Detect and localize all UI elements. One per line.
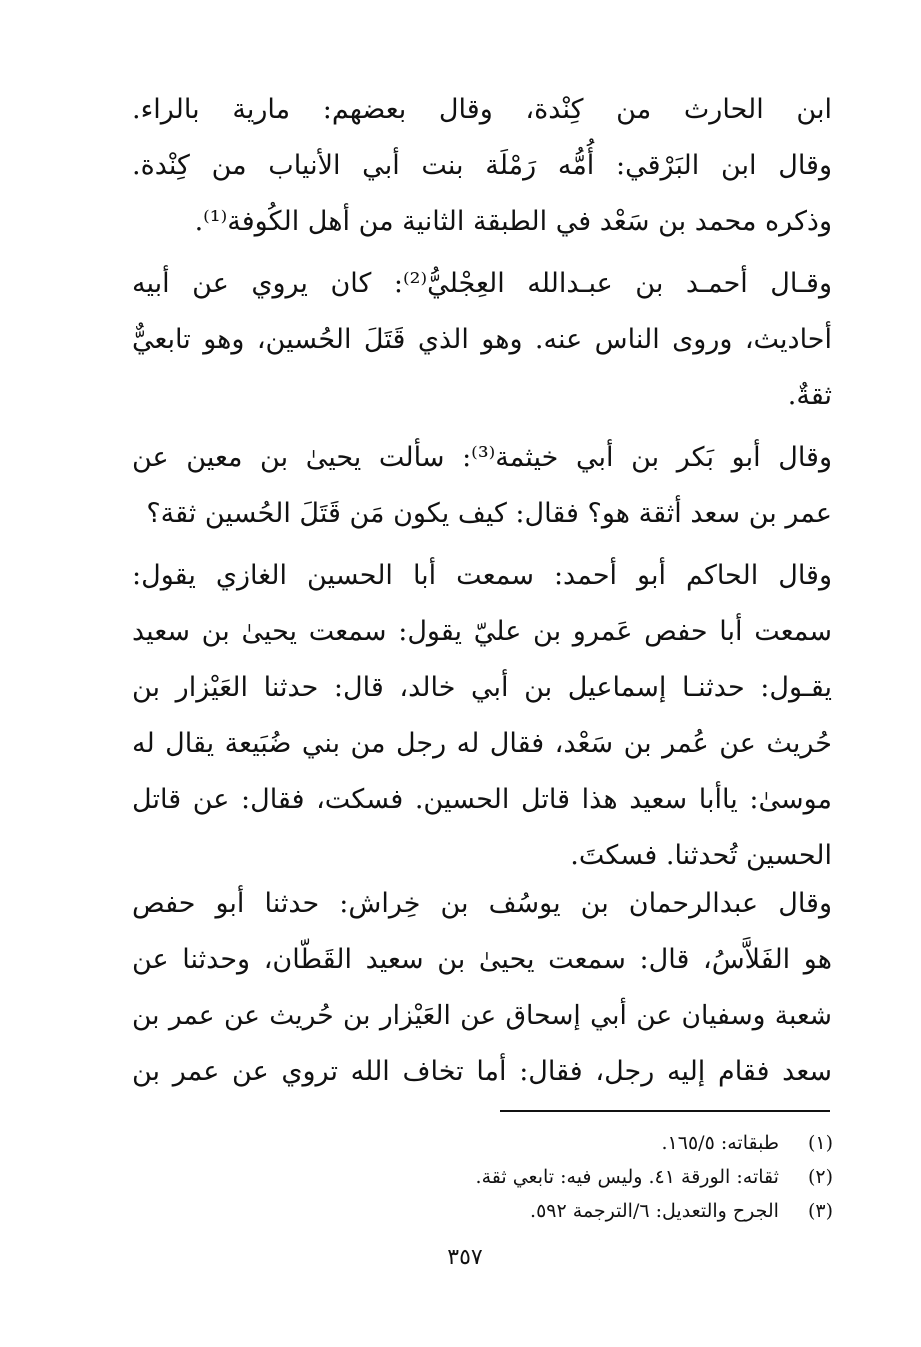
text-line: موسىٰ: ياأبا سعيد هذا قاتل الحسين. فسكت، فقال: عن قاتل <box>132 784 832 815</box>
text-line: وقـال أحمـد بن عبـدالله العِجْليُّ⁽²⁾: كان يروي عن أبيه <box>132 268 832 299</box>
footnote-text: ثقاته: الورقة ٤١. وليس فيه: تابعي ثقة. <box>475 1166 779 1188</box>
footnote-number: (١) <box>807 1132 833 1154</box>
text-line: يقـول: حدثنـا إسماعيل بن أبي خالد، قال: حدثنا العَيْزار بن <box>132 672 832 703</box>
footnote-1 <box>133 1126 833 1160</box>
footnote-2 <box>133 1160 833 1194</box>
text-line: وذكره محمد بن سَعْد في الطبقة الثانية من أهل الكُوفة⁽¹⁾. <box>194 206 832 237</box>
paragraph-4 <box>132 548 832 884</box>
paragraph-1 <box>132 82 832 250</box>
footnote-number: (٢) <box>807 1166 833 1188</box>
text-line: عمر بن سعد أثقة هو؟ فقال: كيف يكون مَن قَتَلَ الحُسين ثقة؟ <box>146 498 832 529</box>
text-line: وقال الحاكم أبو أحمد: سمعت أبا الحسين الغازي يقول: <box>132 560 832 591</box>
paragraph-5 <box>132 876 832 1100</box>
text-line: ثقةٌ. <box>787 380 832 411</box>
page-number: ٣٥٧ <box>447 1245 483 1270</box>
footnote-number: (٣) <box>807 1200 833 1222</box>
text-line: ابن الحارث من كِنْدة، وقال بعضهم: مارية بالراء. <box>132 94 832 125</box>
text-line: سعد فقام إليه رجل، فقال: أما تخاف الله تروي عن عمر بن <box>132 1056 832 1087</box>
footnote-text: الجرح والتعديل: ٦/الترجمة ٥٩٢. <box>530 1200 779 1222</box>
footnote-separator <box>500 1110 830 1112</box>
paragraph-2 <box>132 256 832 424</box>
paragraph-3 <box>132 430 832 542</box>
text-line: شعبة وسفيان عن أبي إسحاق عن العَيْزار بن حُريث عن عمر بن <box>132 1000 832 1031</box>
text-line: وقال ابن البَرْقي: أُمُّه رَمْلَة بنت أبي الأنياب من كِنْدة. <box>132 150 832 181</box>
footnotes <box>133 1126 833 1228</box>
text-line: وقال أبو بَكر بن أبي خيثمة⁽³⁾: سألت يحيىٰ بن معين عن <box>132 442 832 473</box>
text-line: وقال عبدالرحمان بن يوسُف بن خِراش: حدثنا أبو حفص <box>132 888 832 919</box>
footnote-text: طبقاته: ١٦٥/٥. <box>661 1132 779 1154</box>
footnote-3 <box>133 1194 833 1228</box>
text-line: أحاديث، وروى الناس عنه. وهو الذي قَتَلَ الحُسين، وهو تابعيٌّ <box>132 324 832 355</box>
text-line: هو الفَلاَّسُ، قال: سمعت يحيىٰ بن سعيد القَطّان، وحدثنا عن <box>132 944 832 975</box>
text-line: سمعت أبا حفص عَمرو بن عليّ يقول: سمعت يحيىٰ بن سعيد <box>132 616 832 647</box>
text-line: الحسين تُحدثنا. فسكتَ. <box>570 840 832 871</box>
text-line: حُريث عن عُمر بن سَعْد، فقال له رجل من بني ضُبَيعة يقال له <box>132 728 832 759</box>
